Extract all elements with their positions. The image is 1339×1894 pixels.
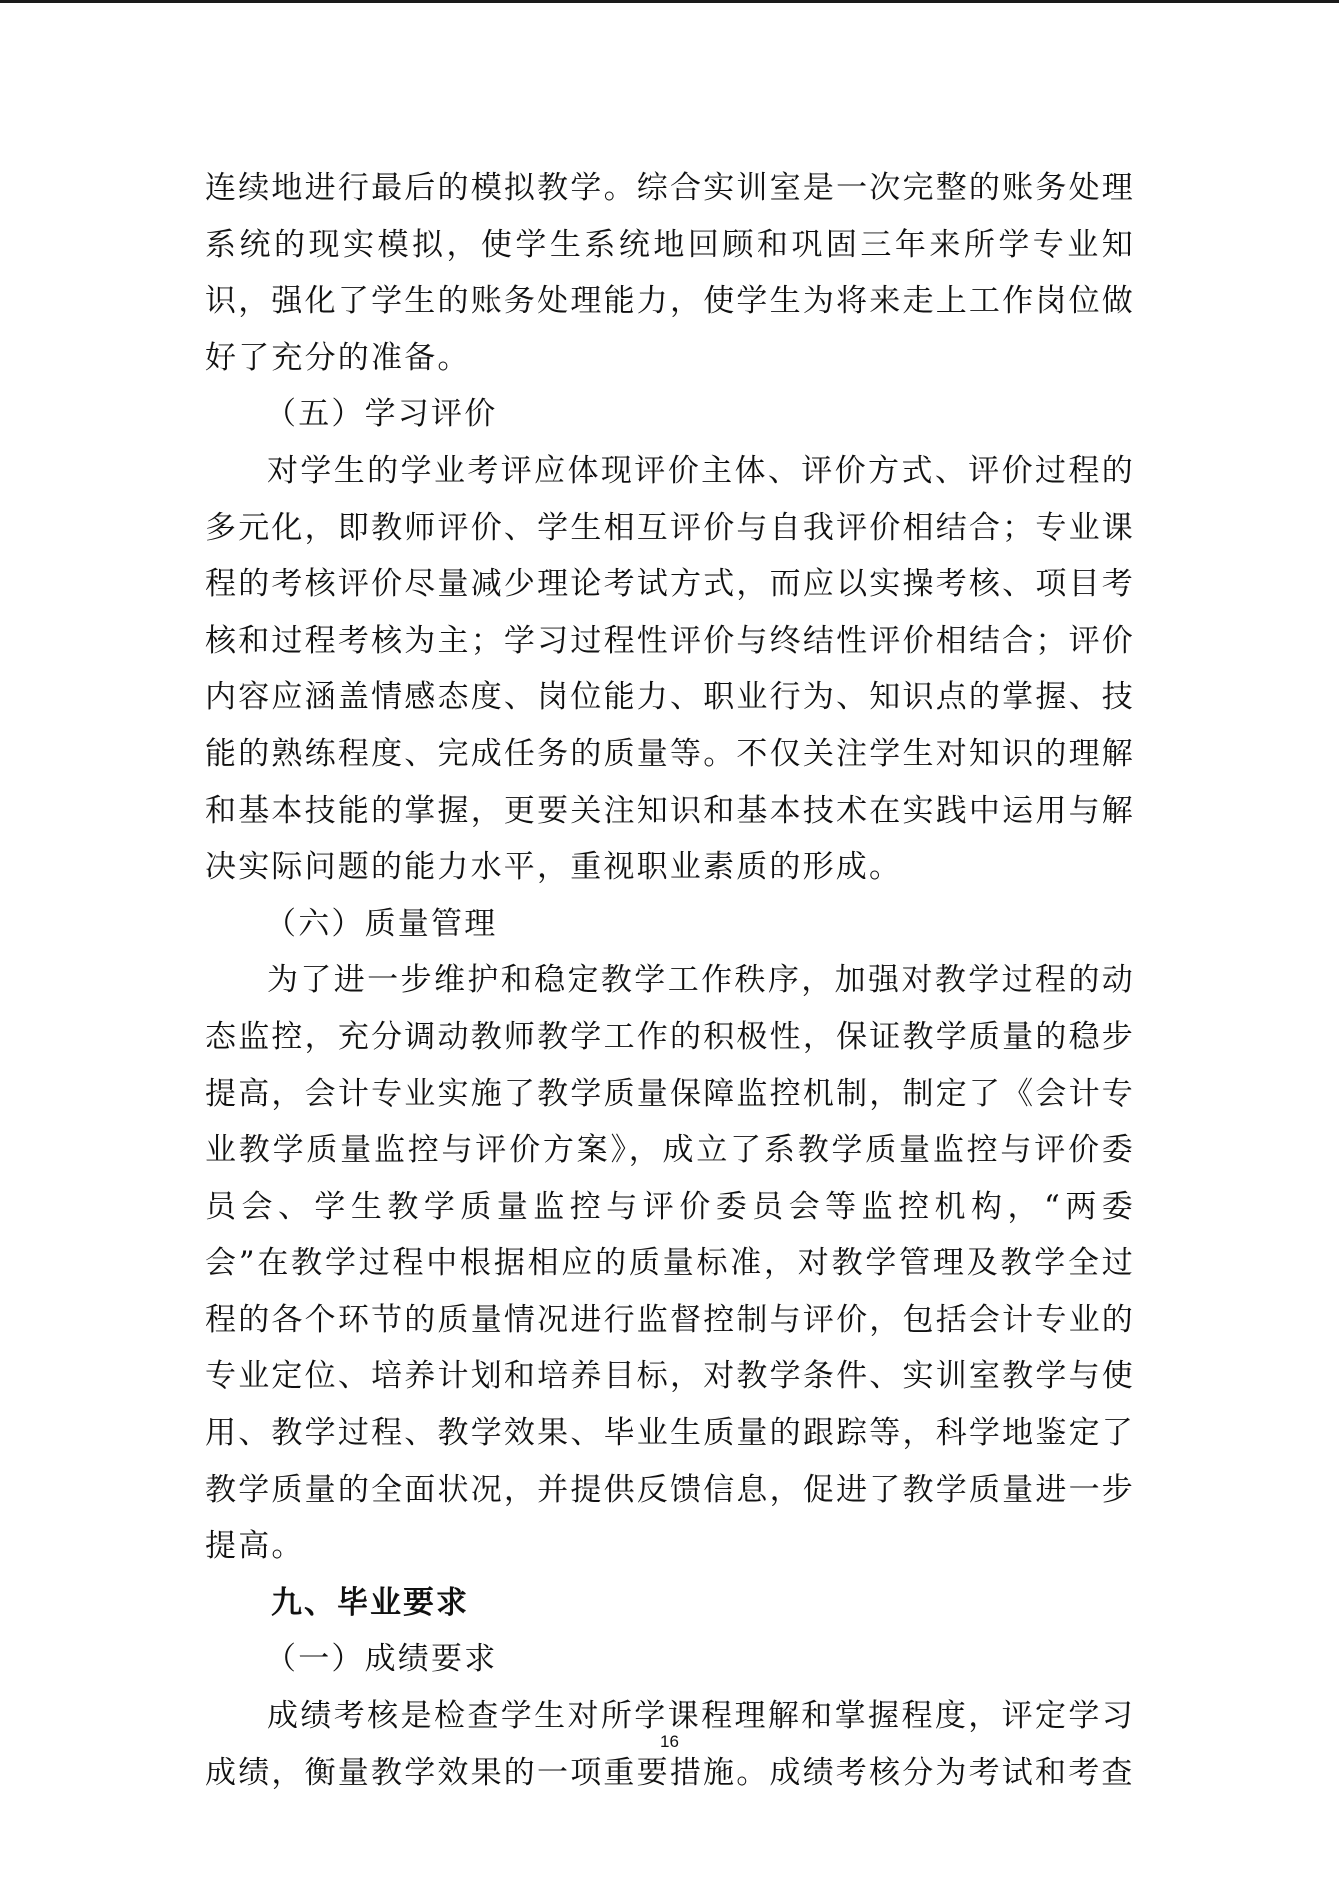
document-body [205,160,1135,1801]
top-border-line [0,0,1339,3]
subheading-learning-evaluation: （五）学习评价 [265,396,498,433]
paragraph-learning-evaluation: 对学生的学业考评应体现评价主体、评价方式、评价过程的多元化，即教师评价、学生相互评价与自我评价相结合；专业课程的考核评价尽量减少理论考试方式，而应以实操考核、项目考核和过程考核为主；学习过程性评价与终结性评价相结合；评价内容应涵盖情感态度、岗位能力、职业行为、知识点的掌握、技能的熟练程度、完成任务的质量等。不仅关注学生对知识的理解和基本技能的掌握，更要关注知识和基本技术在实践中运用与解决实际问题的能力水平，重视职业素质的形成。 [205,452,1135,886]
paragraph-quality-management: 为了进一步维护和稳定教学工作秩序，加强对教学过程的动态监控，充分调动教师教学工作的积极性，保证教学质量的稳步提高，会计专业实施了教学质量保障监控机制，制定了《会计专业教学质量监控与评价方案》，成立了系教学质量监控与评价委员会、学生教学质量监控与评价委员会等监控机构，“两委会”在教学过程中根据相应的质量标准，对教学管理及教学全过程的各个环节的质量情况进行监督控制与评价，包括会计专业的专业定位、培养计划和培养目标，对教学条件、实训室教学与使用、教学过程、教学效果、毕业生质量的跟踪等，科学地鉴定了教学质量的全面状况，并提供反馈信息，促进了教学质量进一步提高。 [205,962,1135,1565]
subheading-quality-management: （六）质量管理 [265,905,498,942]
paragraph-practice-room: 连续地进行最后的模拟教学。综合实训室是一次完整的账务处理系统的现实模拟，使学生系统地回顾和巩固三年来所学专业知识，强化了学生的账务处理能力，使学生为将来走上工作岗位做好了充分的准备。 [205,170,1135,376]
subheading-grade-requirements: （一）成绩要求 [265,1641,498,1678]
page-number: 16 [660,1732,679,1751]
paragraph-grade-requirements: 成绩考核是检查学生对所学课程理解和掌握程度，评定学习成绩，衡量教学效果的一项重要措施。成绩考核分为考试和考查 [205,1698,1135,1791]
section-heading-graduation-requirements: 九、毕业要求 [271,1584,469,1621]
